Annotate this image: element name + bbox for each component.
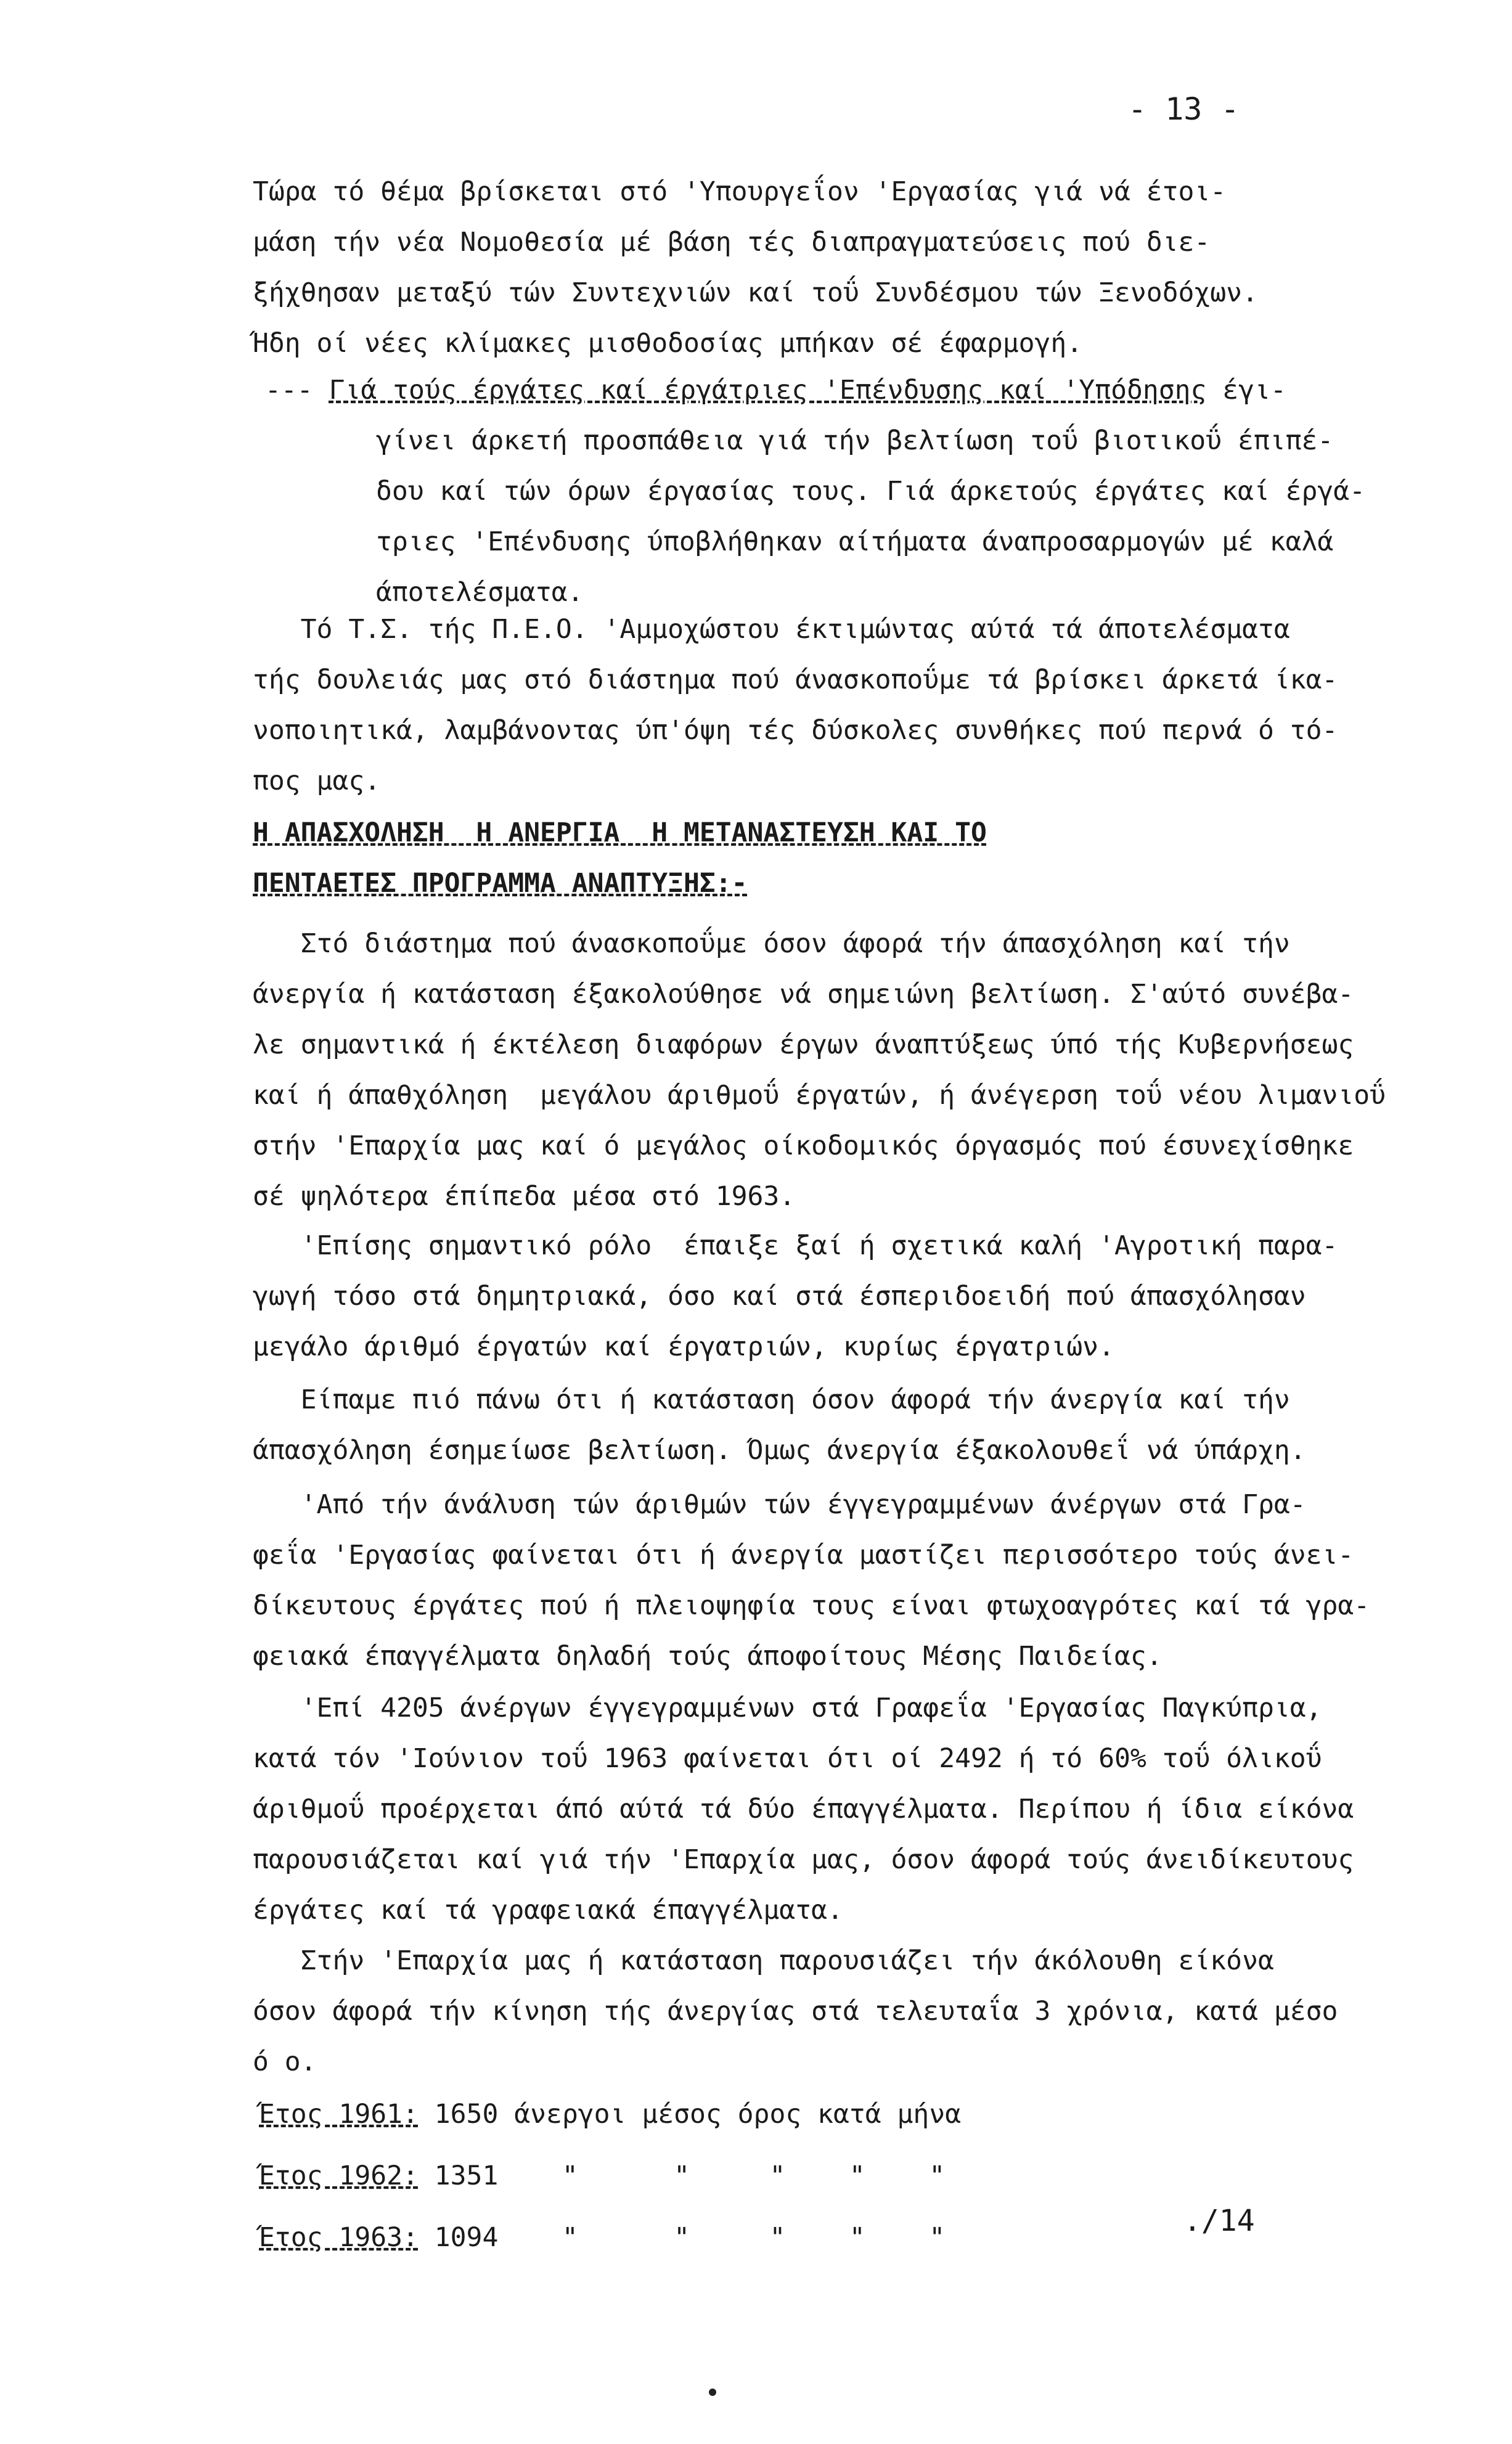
paragraph-statistics — [253, 1683, 1442, 1935]
page-number: - 13 - — [1128, 91, 1240, 127]
paragraph-district — [253, 1935, 1442, 2087]
stat-text: " " " " " — [498, 2222, 946, 2253]
text-line: δου καί τών όρων έργασίας τους. Γιά άρκετούς έργάτες καί έργά- — [376, 476, 1366, 507]
paragraph-ministry — [253, 166, 1442, 369]
text-line: τριες 'Επένδυσης ύποβλήθηκαν αίτήματα άναπροσαρμογών μέ καλά — [376, 526, 1334, 557]
text-line: 'Επί 4205 άνέργων έγγεγραμμένων στά Γραφεΐα 'Εργασίας Παγκύπρια, — [253, 1693, 1322, 1723]
paragraph-agriculture — [253, 1220, 1442, 1372]
continuation-marker: ./14 — [1183, 2204, 1255, 2238]
text-line: Στό διάστημα πού άνασκοποΰμε όσον άφορά τήν άπασχόληση καί τήν — [253, 928, 1290, 959]
unemployment-stats — [259, 2083, 961, 2268]
text-line: μεγάλο άριθμό έργατών καί έργατριών, κυρίως έργατριών. — [253, 1331, 1114, 1362]
ink-dot — [709, 2389, 716, 2396]
stat-row — [259, 2145, 961, 2207]
text-line: στήν 'Επαρχία μας καί ό μεγάλος οίκοδομικός όργασμός πού έσυνεχίσθηκε — [253, 1130, 1354, 1161]
text-line: όσον άφορά τήν κίνηση τής άνεργίας στά τελευταΐα 3 χρόνια, κατά μέσο — [253, 1996, 1338, 2027]
stat-row — [259, 2083, 961, 2145]
text-line: Στήν 'Επαρχία μας ή κατάσταση παρουσιάζει τήν άκόλουθη είκόνα — [253, 1945, 1274, 1976]
text-line: φεΐα 'Εργασίας φαίνεται ότι ή άνεργία μαστίζει περισσότερο τούς άνει- — [253, 1540, 1354, 1571]
text-line: δίκευτους έργάτες πού ή πλειοψηφία τους είναι φτωχοαγρότες καί τά γρα- — [253, 1590, 1370, 1621]
stat-text: άνεργοι μέσος όρος κατά μήνα — [498, 2099, 962, 2130]
text-line: Τό Τ.Σ. τής Π.Ε.Ο. 'Αμμοχώστου έκτιμώντας αύτά τά άποτελέσματα — [253, 614, 1290, 645]
paragraph-shoe-workers — [265, 365, 1455, 618]
text-line: γωγή τόσο στά δημητριακά, όσο καί στά έσπεριδοειδή πού άπασχόλησαν — [253, 1281, 1306, 1312]
text-line: Τώρα τό θέμα βρίσκεται στό 'Υπουργεΐον 'Εργασίας γιά νά έτοι- — [253, 176, 1227, 207]
paragraph-famagusta-council — [253, 604, 1442, 806]
text-line: άποτελέσματα. — [376, 577, 584, 608]
underlined-phrase: Γιά τούς έργάτες καί έργάτριες 'Επένδυσης καί 'Υπόδησης — [329, 375, 1207, 406]
text-line: μάση τήν νέα Νομοθεσία μέ βάση τές διαπραγματεύσεις πού διε- — [253, 227, 1211, 258]
text-line: ξήχθησαν μεταξύ τών Συντεχνιών καί τοΰ Συνδέσμου τών Ξενοδόχων. — [253, 277, 1258, 308]
paragraph-unemployment — [253, 1375, 1442, 1476]
stat-value: 1650 — [434, 2099, 499, 2130]
text-line: κατά τόν 'Ιούνιον τοΰ 1963 φαίνεται ότι οί 2492 ή τό 60% τοΰ όλικοΰ — [253, 1743, 1322, 1774]
text-line: νοποιητικά, λαμβάνοντας ύπ'όψη τές δύσκολες συνθήκες πού περνά ό τό- — [253, 715, 1338, 746]
text-line: ό ο. — [253, 2046, 317, 2077]
stat-text: " " " " " — [498, 2160, 946, 2191]
text-line: άριθμοΰ προέρχεται άπό αύτά τά δύο έπαγγέλματα. Περίπου ή ίδια είκόνα — [253, 1794, 1354, 1825]
text-line: Ήδη οί νέες κλίμακες μισθοδοσίας μπήκαν σέ έφαρμογή. — [253, 328, 1083, 359]
dash-prefix: --- — [265, 375, 329, 406]
text-line: παρουσιάζεται καί γιά τήν 'Επαρχία μας, όσον άφορά τούς άνειδίκευτους — [253, 1844, 1354, 1875]
text-line: 'Από τήν άνάλυση τών άριθμών τών έγγεγραμμένων άνέργων στά Γρα- — [253, 1489, 1306, 1520]
stat-value: 1351 — [434, 2160, 499, 2191]
section-heading — [253, 807, 1442, 909]
text-line: Είπαμε πιό πάνω ότι ή κατάσταση όσον άφορά τήν άνεργία καί τήν — [253, 1384, 1290, 1415]
text-line: 'Επίσης σημαντικό ρόλο έπαιξε ξαί ή σχετικά καλή 'Αγροτική παρα- — [253, 1230, 1338, 1261]
paragraph-analysis — [253, 1479, 1442, 1682]
text-line: καί ή άπαθχόληση μεγάλου άριθμοΰ έργατών, ή άνέγερση τοΰ νέου λιμανιοΰ — [253, 1080, 1386, 1111]
paragraph-employment — [253, 918, 1442, 1222]
heading-line: ΠΕΝΤΑΕΤΕΣ ΠΡΟΓΡΑΜΜΑ ΑΝΑΠΤΥΞΗΣ:- — [253, 868, 748, 899]
text-line: άνεργία ή κατάσταση έξακολούθησε νά σημειώνη βελτίωση. Σ'αύτό συνέβα- — [253, 979, 1354, 1010]
stat-value: 1094 — [434, 2222, 499, 2253]
heading-line: Η ΑΠΑΣΧΟΛΗΣΗ Η ΑΝΕΡΓΙΑ Η ΜΕΤΑΝΑΣΤΕΥΣΗ ΚΑΙ ΤΟ — [253, 817, 987, 848]
stat-year: Έτος 1962: — [259, 2160, 419, 2191]
text-line: γίνει άρκετή προσπάθεια γιά τήν βελτίωση τοΰ βιοτικοΰ έπιπέ- — [376, 425, 1334, 456]
text-line: λε σημαντικά ή έκτέλεση διαφόρων έργων άναπτύξεως ύπό τής Κυβερνήσεως — [253, 1029, 1354, 1060]
stat-row — [259, 2207, 961, 2268]
text-line: έργάτες καί τά γραφειακά έπαγγέλματα. — [253, 1895, 843, 1926]
stat-year: Έτος 1963: — [259, 2222, 419, 2253]
text-line: άπασχόληση έσημείωσε βελτίωση. Όμως άνεργία έξακολουθεΐ νά ύπάρχη. — [253, 1435, 1306, 1466]
text-fragment: έγι- — [1206, 375, 1286, 406]
text-line — [265, 365, 1455, 415]
stat-year: Έτος 1961: — [259, 2099, 419, 2130]
text-line: τής δουλειάς μας στό διάστημα πού άνασκοποΰμε τά βρίσκει άρκετά ίκα- — [253, 664, 1338, 695]
text-line: πος μας. — [253, 766, 381, 796]
text-line: σέ ψηλότερα έπίπεδα μέσα στό 1963. — [253, 1181, 796, 1212]
text-line: φειακά έπαγγέλματα δηλαδή τούς άποφοίτους Μέσης Παιδείας. — [253, 1641, 1163, 1672]
